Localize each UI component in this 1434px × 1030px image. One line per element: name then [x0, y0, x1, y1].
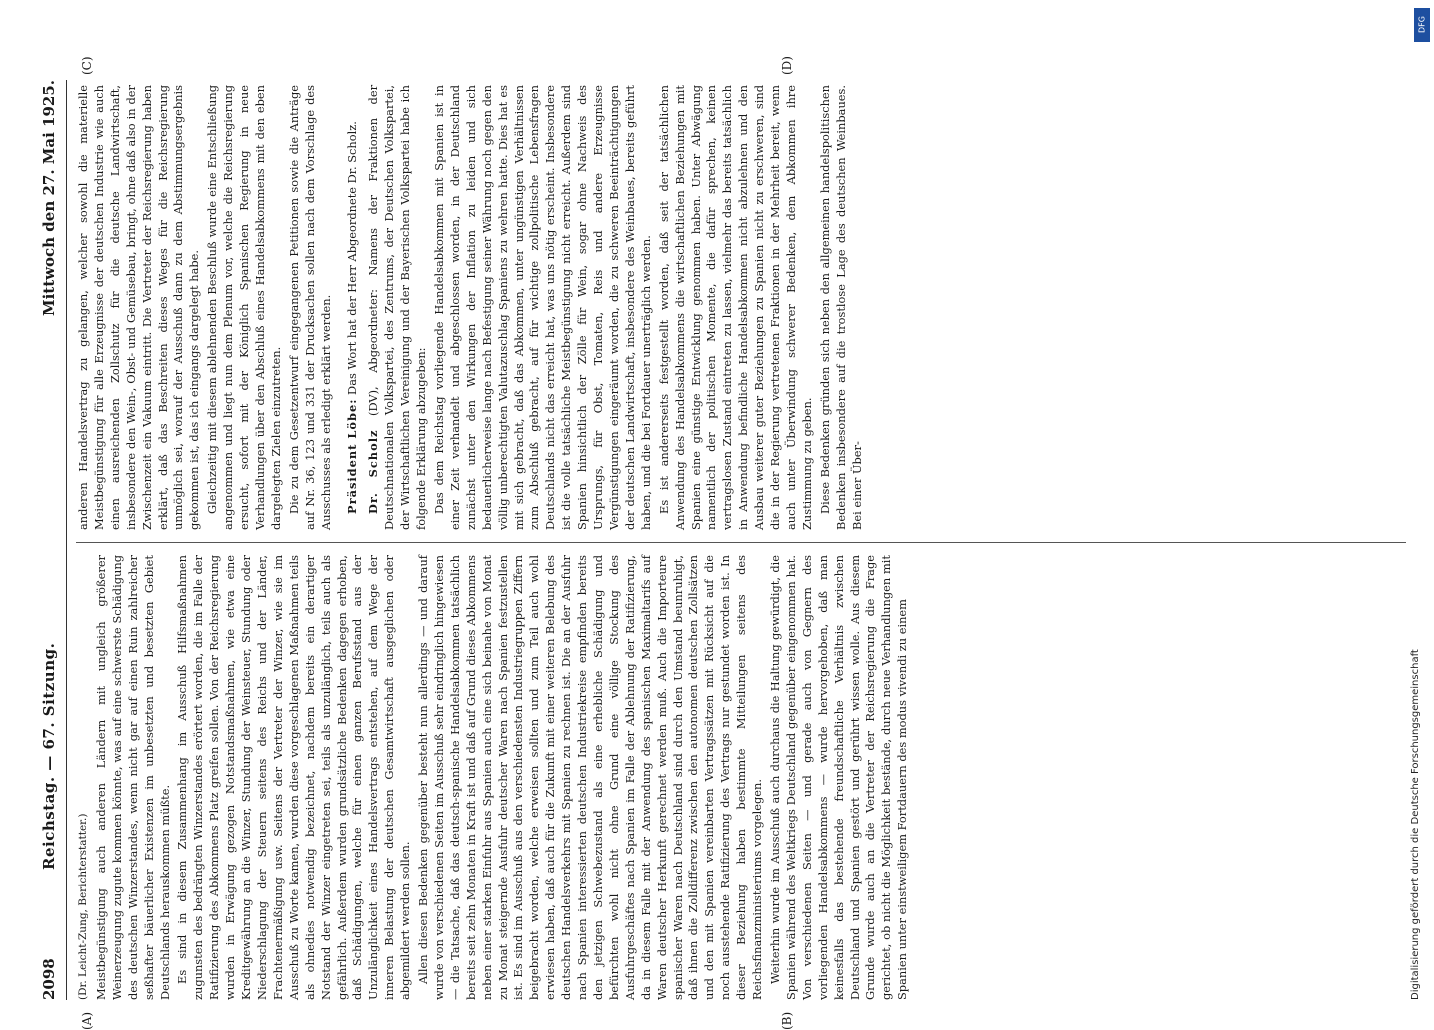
session-date: Mittwoch den 27. Mai 1925. [40, 80, 58, 317]
paragraph: Meistbegünstigung auch anderen Ländern mit ungleich größerer Weinerzeugung zugute kommen könnte, was auf eine schwerste Schädigung des deutschen Winzerstandes, wenn nicht gar auf einen Ruin zahlreicher seßhafter bäuerlicher Existenzen im unbesetzten und besetzten Gebiet Deutschlands herauskommen müßte. [93, 555, 172, 1000]
speaker-lead: (Dr. Leicht-Zung, Berichterstatter.) [77, 813, 89, 1000]
right-column [76, 85, 868, 530]
page-number: 2098 [40, 958, 58, 1000]
paragraph: Es sind in diesem Zusammenhang im Ausschuß Hilfsmaßnahmen zugunsten des bedrängten Winzerstandes erörtert worden, die im Falle der Ratifizierung des Abkommens Platz greifen sollen. Von der Reichsregierung wurden in Erwägung gezogen Notstandsmaßnahmen, wie etwa eine Kreditgewährung an die Winzer, Stundung der Weinsteuer, Stundung oder Niederschlagung der Steuern seitens des Reichs und der Länder, Frachtenermäßigung usw. Seitens der Vertreter der Winzer, wie sie im Ausschuß zu Worte kamen, wurden diese vorgeschlagenen Maßnahmen teils als ohnedies notwendig bezeichnet, nachdem bereits ein derartiger Notstand der Winzer eingetreten sei, teils als unzulänglich, teils auch als gefährlich. Außerdem wurden grundsätzliche Bedenken dagegen erhoben, daß Schädigungen, welche für einen ganzen Berufsstand aus der Unzulänglichkeit eines Handelsvertrags entstehen, auf dem Wege der inneren Belastung der deutschen Gesamtwirtschaft ausgeglichen oder abgemildert werden sollen. [175, 555, 413, 1000]
paragraph: Die zu dem Gesetzentwurf eingegangenen Petitionen sowie die Anträge auf Nr. 36, 123 und 331 der Drucksachen sollen nach dem Vorschlage des Ausschusses als erledigt erklärt werden. [286, 85, 333, 530]
digitization-credit [1410, 300, 1428, 1000]
paragraph: Allen diesen Bedenken gegenüber besteht nun allerdings — und darauf wurde von verschiedenen Seiten im Ausschuß sehr eindringlich hingewiesen — die Tatsache, daß das deutsch-spanische Handelsabkommen tatsächlich bereits seit zehn Monaten in Kraft ist und daß auf Grund dieses Abkommens neben einer starken Einfuhr aus Spanien auch eine sich beinahe von Monat zu Monat steigernde Ausfuhr deutscher Waren nach Spanien festzustellen ist. Es sind im Ausschuß aus den verschiedensten Industriegruppen Ziffern beigebracht worden, welche erweisen sollten und zum Teil auch wohl erwiesen haben, daß auch für die Zukunft mit einer weiteren Belebung des deutschen Handelsverkehrs mit Spanien zu rechnen ist. Die an der Ausfuhr nach Spanien interessierten deutschen Industriekreise empfinden bereits den jetzigen Schwebezustand als eine erhebliche Schädigung und befürchten wohl nicht ohne Grund eine völlige Stockung des Ausfuhrgeschäftes nach Spanien im Falle der Ablehnung der Ratifizierung, da in diesem Falle mit der Anwendung des spanischen Maximaltarifs auf Waren deutscher Herkunft gerechnet werden muß. Auch die Importeure spanischer Waren nach Deutschland sind durch den Umstand beunruhigt, daß ihnen die Zolldifferenz zwischen den autonomen deutschen Zollsätzen und den mit Spanien vereinbarten Vertragssätzen mit Rücksicht auf die noch ausstehende Ratifizierung des Vertrags nur gestundet worden ist. In dieser Beziehung haben bestimmte Mitteilungen seitens des Reichsfinanzministeriums vorgelegen. [416, 555, 765, 1000]
margin-marker-b: (B) [780, 1011, 794, 1030]
margin-marker-d: (D) [780, 56, 794, 75]
speaker-name: Dr. Scholz [366, 429, 381, 514]
paragraph: Gleichzeitig mit diesem ablehnenden Beschluß wurde eine Entschließung angenommen und liegt nun dem Plenum vor, welche die Reichsregierung ersucht, sofort mit der Königlich Spanischen Regierung in neue Verhandlungen über den Abschluß eines Handelsabkommens mit den eben dargelegten Zielen einzutreten. [205, 85, 283, 530]
speech-text: Das Wort hat der Herr Abgeordnete Dr. Scholz. [344, 121, 359, 395]
credit-text: Digitalisierung gefördert durch die Deutsche Forschungsgemeinschaft [1410, 649, 1421, 1000]
speech-text: (DV), Abgeordneter: Namens der Fraktionen der Deutschnationalen Volkspartei, des Zentrums, der Deutschen Volkspartei, der Wirtschaftlichen Vereinigung und der Bayerischen Volkspartei habe ich folgende Erklärung abzugeben: [366, 84, 429, 530]
paragraph: Das dem Reichstag vorliegende Handelsabkommen mit Spanien ist in einer Zeit verhandelt und abgeschlossen worden, in der Deutschland zunächst unter den Wirkungen der Inflation zu leiden und sich bedauerlicherweise lange nach Befestigung seiner Währung noch gegen den völlig unberechtigten Valutazuschlag Spaniens zu wehren hatte. Dies hat es mit sich gebracht, daß das Abkommen, unter ungünstigen Verhältnissen zum Abschluß gebracht, auf für wichtige zollpolitische Lebensfragen Deutschlands nicht das erreicht hat, was uns nötig erscheint. Insbesondere ist die volle tatsächliche Meistbegünstigung nicht erreicht. Außerdem sind Spanien hinsichtlich der Zölle für Wein, sogar ohne Nachweis des Ursprungs, für Obst, Tomaten, Reis und andere Erzeugnisse Vergünstigungen eingeräumt worden, die zu schweren Beeinträchtigungen der deutschen Landwirtschaft, insbesondere des Weinbaues, bereits geführt haben, und die bei Fortdauer unerträglich werden. [432, 85, 653, 530]
paragraph: anderen Handelsvertrag zu gelangen, welcher sowohl die materielle Meistbegünstigung für alle Erzeugnisse der deutschen Industrie wie auch einen ausreichenden Zollschutz für die deutsche Landwirtschaft, insbesondere den Wein-, Obst- und Gemüsebau, bringt, ohne daß also in der Zwischenzeit ein Vakuum eintritt. Die Vertreter der Reichsregierung haben erklärt, daß das Beschreiten dieses Weges für die Reichsregierung unmöglich sei, worauf der Ausschuß dann zu dem Abstimmungsergebnis gekommen ist, das ich eingangs dargelegt habe. [76, 85, 202, 530]
left-column [76, 555, 913, 1000]
speaker-name: Präsident Löbe: [344, 398, 359, 514]
paragraph: Weiterhin wurde im Ausschuß auch durchaus die Haltung gewürdigt, die Spanien während des Weltkriegs Deutschland gegenüber eingenommen hat. Von verschiedenen Seiten — und gerade auch von Gegnern des vorliegenden Handelsabkommens — wurde hervorgehoben, daß man keinesfalls das bestehende freundschaftliche Verhältnis zwischen Deutschland und Spanien gestört und gerührt wissen wolle. Aus diesem Grunde wurde auch an die Vertreter der Reichsregierung die Frage gerichtet, ob nicht die Möglichkeit bestände, durch neue Verhandlungen mit Spanien unter einstweiligem Fortdauern des modus vivendi zu einem [767, 555, 910, 1000]
column-divider [76, 542, 1406, 543]
header-rule [66, 80, 67, 1000]
paragraph: Es ist andererseits festgestellt worden, daß seit der tatsächlichen Anwendung des Handelsabkommens die wirtschaftlichen Beziehungen mit Spanien eine günstige Entwicklung genommen haben. Unter Abwägung namentlich der politischen Momente, die dafür sprechen, keinen vertragslosen Zustand eintreten zu lassen, vielmehr das bereits tatsächlich in Anwendung befindliche Handelsabkommen nicht abzulehnen und den Ausbau weiterer guter Beziehungen zu Spanien nicht zu erschweren, sind die in der Regierung vertretenen Fraktionen in der Mehrheit bereit, wenn auch unter Überwindung schwerer Bedenken, dem Abkommen ihre Zustimmung zu geben. [656, 85, 814, 530]
margin-marker-c: (C) [80, 56, 94, 75]
dfg-logo: DFG [1414, 8, 1430, 42]
page-title: Reichstag. — 67. Sitzung. [40, 642, 58, 870]
paragraph: Diese Bedenken gründen sich neben den allgemeinen handelspolitischen Bedenken insbesondere auf die trostlose Lage des deutschen Weinbaues. Bei einer Über- [817, 85, 864, 530]
president-speech [345, 85, 361, 530]
margin-marker-a: (A) [80, 1011, 94, 1030]
rotated-document-page [40, 56, 1420, 1030]
scholz-speech [366, 85, 430, 530]
page-header [40, 80, 66, 1000]
